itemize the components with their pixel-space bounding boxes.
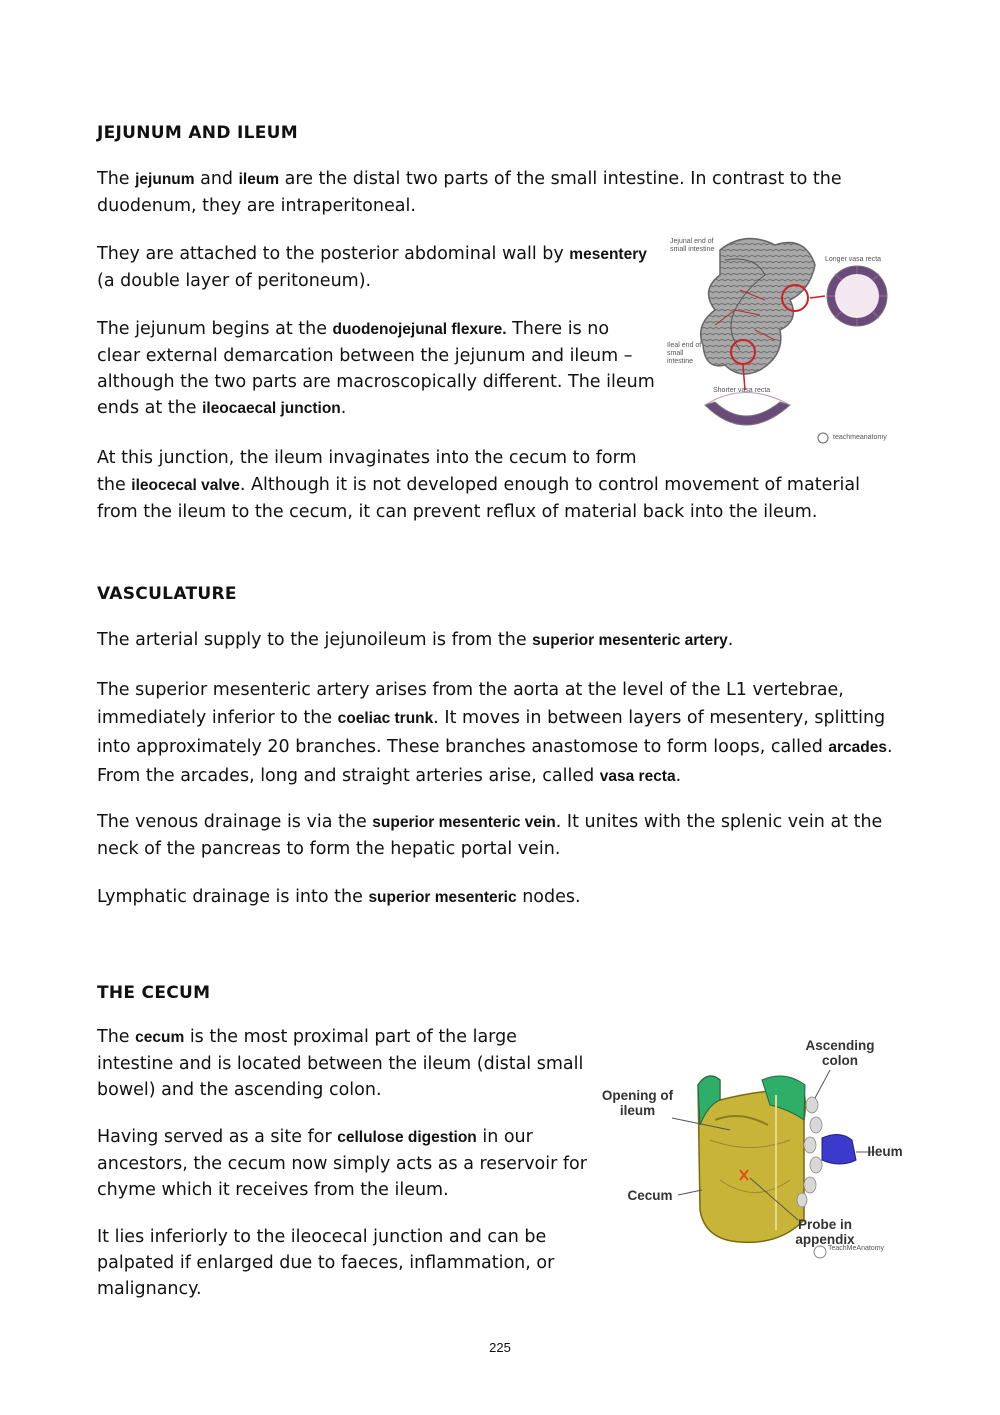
paragraph-sma: The superior mesenteric artery arises from the aorta at the level of the L1 vertebrae, immediately inferior to the coeliac trunk. It moves in between layers of mesentery, splitting into approximately 20 branches. These branches anastomose to form loops, called arcades. From the arcades, long and straight arteries arise, called vasa recta. xyxy=(97,680,893,786)
heading-vasculature: VASCULATURE xyxy=(97,584,237,604)
cecum-figure xyxy=(590,1030,920,1260)
paragraph-ileocecal-valve: At this junction, the ileum invaginates into the cecum to form the ileocecal valve. Although it is not developed enough to control movement of material from the ileum to the cecum, it can prevent reflux of material back into the ileum. xyxy=(97,448,860,522)
label-jejunal-end: Jejunal end of small intestine xyxy=(670,238,715,253)
label-opening-of-ileum: Opening of ileum xyxy=(601,1088,674,1118)
paragraph-venous-drainage: The venous drainage is via the superior mesenteric vein. It unites with the splenic vein at the neck of the pancreas to form the hepatic portal vein. xyxy=(97,812,883,859)
figure1-credit: teachmeanatomy xyxy=(833,434,887,441)
paragraph-flexure: The jejunum begins at the duodenojejunal flexure. There is no clear external demarcation between the jejunum and ileum – although the two parts are macroscopically different. The ileum ends at the ileocaecal junction. xyxy=(97,319,655,418)
label-ileum: Ileum xyxy=(867,1144,903,1159)
small-intestine-figure xyxy=(665,230,915,450)
label-ileal-end: Ileal end of small intestine xyxy=(667,342,702,365)
label-longer-vasa-recta: Longer vasa recta xyxy=(825,256,882,263)
label-ascending-colon: Ascending colon xyxy=(805,1038,875,1068)
paragraph-mesentery: They are attached to the posterior abdominal wall by mesentery (a double layer of peritoneum). xyxy=(97,244,647,291)
figure2-credit: TeachMeAnatomy xyxy=(828,1245,885,1252)
heading-cecum: THE CECUM xyxy=(97,983,211,1003)
label-probe-in-appendix: Probe in appendix xyxy=(795,1217,855,1247)
page-number: 225 xyxy=(489,1340,511,1355)
label-shorter-vasa-recta: Shorter vasa recta xyxy=(713,387,771,394)
paragraph-jejunum-intro: The jejunum and ileum are the distal two parts of the small intestine. In contrast to the duodenum, they are intraperitoneal. xyxy=(97,169,842,216)
paragraph-arterial-supply: The arterial supply to the jejunoileum is from the superior mesenteric artery. xyxy=(97,630,734,650)
label-cecum: Cecum xyxy=(627,1188,673,1203)
paragraph-cellulose: Having served as a site for cellulose digestion in our ancestors, the cecum now simply acts as a reservoir for chyme which it receives from the ileum. xyxy=(97,1127,587,1200)
heading-jejunum-ileum: JEJUNUM AND ILEUM xyxy=(97,123,298,143)
paragraph-palpation: It lies inferiorly to the ileocecal junction and can be palpated if enlarged due to faeces, inflammation, or malignancy. xyxy=(97,1227,555,1299)
paragraph-lymphatic: Lymphatic drainage is into the superior mesenteric nodes. xyxy=(97,887,581,907)
paragraph-cecum-intro: The cecum is the most proximal part of the large intestine and is located between the ileum (distal small bowel) and the ascending colon. xyxy=(97,1027,584,1100)
